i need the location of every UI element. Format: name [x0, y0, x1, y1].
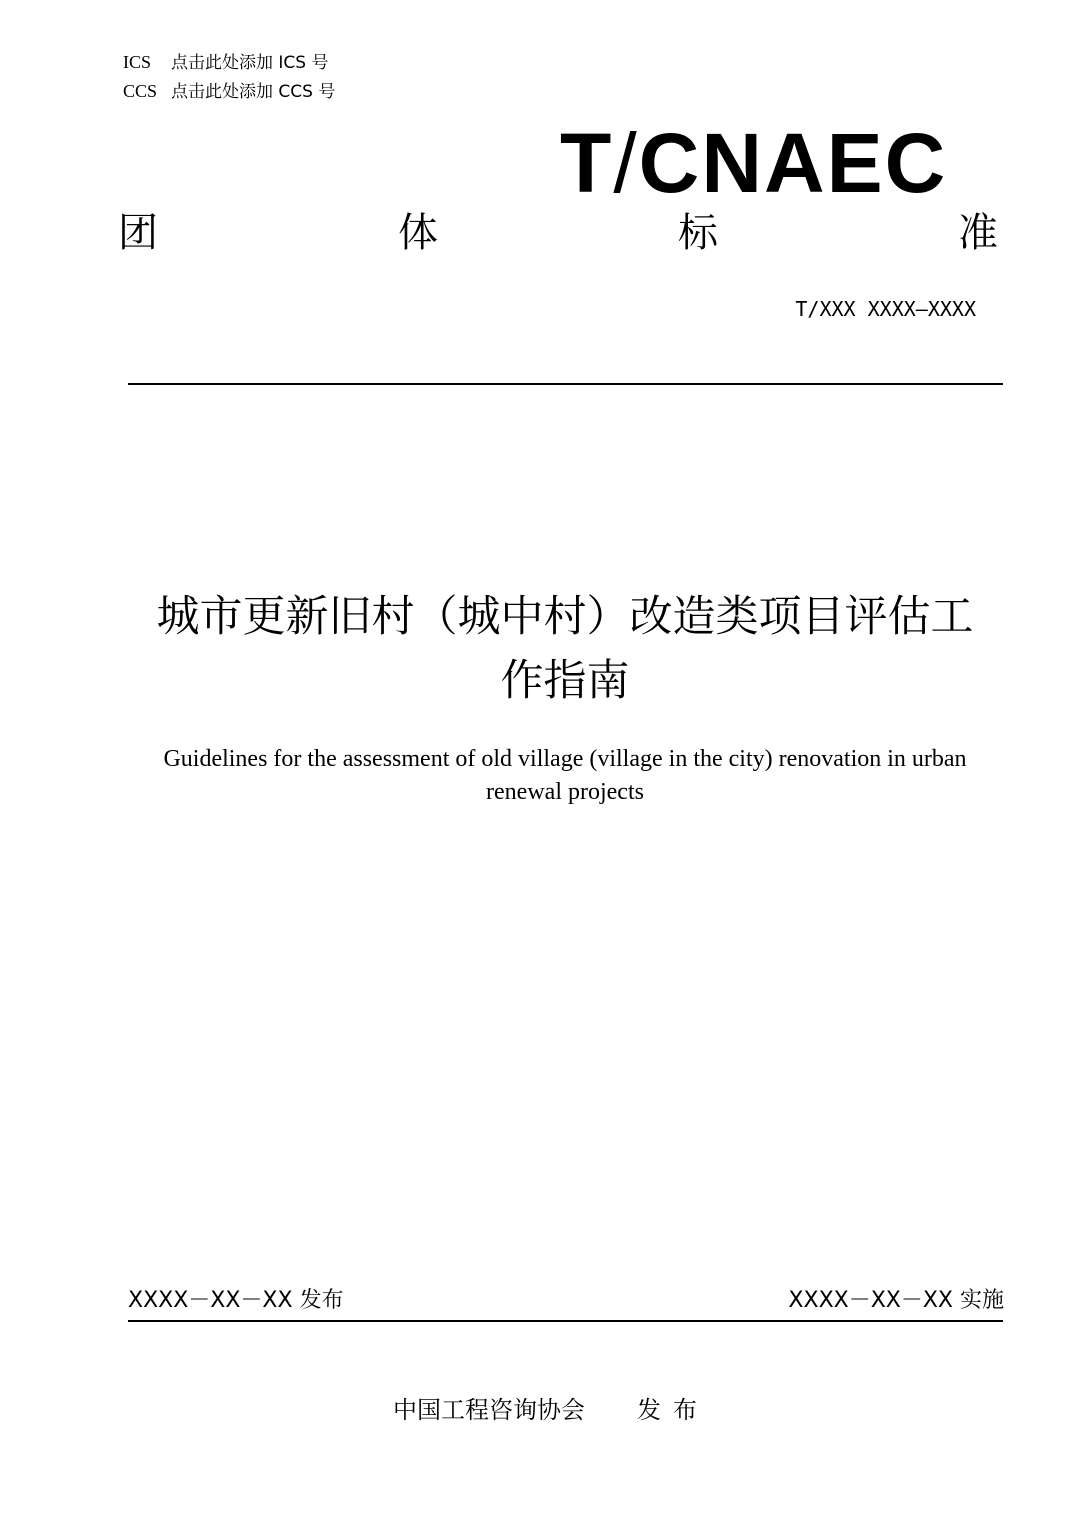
ics-label: ICS [123, 52, 152, 72]
document-title-zh [120, 585, 1010, 713]
issuer-verb: 发布 [637, 1396, 709, 1424]
header-divider [128, 383, 1003, 385]
logo-prefix: T [560, 116, 614, 210]
ccs-line [123, 81, 335, 102]
title-zh-line: 城市更新旧村（城中村）改造类项目评估工 [156, 592, 974, 642]
standard-type-char: 团 [118, 210, 158, 256]
standard-type-char: 体 [398, 210, 438, 256]
standard-type-heading [118, 208, 998, 258]
standard-number: T/XXX XXXX—XXXX [795, 297, 976, 321]
issuer-org: 中国工程咨询协会 [393, 1396, 585, 1424]
publish-date: XXXX－XX－XX 发布 [128, 1288, 344, 1313]
footer-divider [128, 1320, 1003, 1322]
logo-org: CNAEC [638, 116, 948, 210]
standard-type-char: 准 [958, 210, 998, 256]
issuer-line [393, 1395, 709, 1425]
ccs-placeholder[interactable]: 点击此处添加 CCS 号 [171, 82, 336, 102]
implement-date: XXXX－XX－XX 实施 [788, 1288, 1004, 1313]
title-en-line: renewal projects [486, 779, 644, 805]
organization-logo [560, 118, 947, 208]
title-zh-line: 作指南 [500, 656, 630, 706]
logo-slash: / [613, 116, 639, 210]
standard-type-char: 标 [678, 210, 718, 256]
ics-placeholder[interactable]: 点击此处添加 ICS 号 [171, 53, 329, 73]
ccs-label: CCS [123, 81, 158, 101]
ics-line [123, 52, 328, 73]
title-en-line: Guidelines for the assessment of old village (village in the city) renovation in urban [163, 746, 967, 772]
document-title-en [130, 743, 1000, 809]
